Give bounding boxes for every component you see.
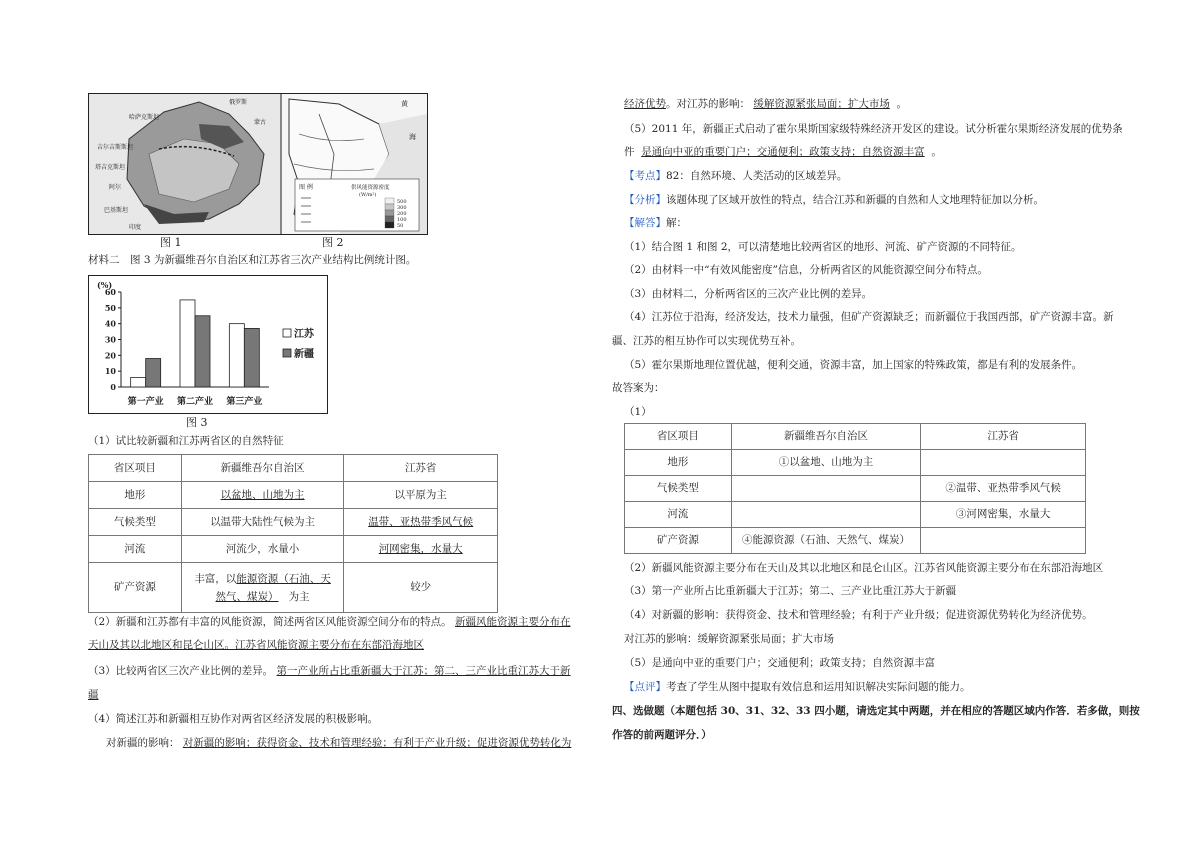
r1-u2: 缓解资源紧张局面；扩大市场 xyxy=(753,98,890,110)
s2-text: （2）由材料一中“有效风能密度”信息，分析两省区的风能资源空间分布特点。 xyxy=(624,264,988,276)
map1-label-india: 印度 xyxy=(129,224,142,231)
map1-label-pakistan: 巴基斯坦 xyxy=(104,207,129,214)
t1-river-label: 河流 xyxy=(89,536,182,563)
chart-ylabel: (%) xyxy=(97,280,113,290)
maps-figure xyxy=(88,93,428,235)
y-tick-label: 30 xyxy=(104,334,116,345)
t2-river-xj xyxy=(731,502,921,528)
t2-river-js: ③河网密集，水量大 xyxy=(921,502,1086,528)
r1-u1: 经济优势 xyxy=(624,98,666,110)
q3-answer-part1: 第一产业所占比重新疆大于江苏；第二、三产业比重江苏大于新 xyxy=(276,665,571,677)
bar-江苏-第一产业 xyxy=(131,378,146,388)
t1-mineral-label: 矿产资源 xyxy=(89,563,182,613)
t1-mineral-js: 较少 xyxy=(344,563,498,613)
t2-terrain-xj: ①以盆地、山地为主 xyxy=(731,450,921,476)
q2-answer-part2: 天山及其以北地区和昆仑山区。江苏省风能资源主要分布在东部沿海地区 xyxy=(88,639,424,651)
t2-header-jiangsu: 江苏省 xyxy=(921,424,1086,450)
bar-江苏-第二产业 xyxy=(180,300,195,387)
a2-text: （2）新疆风能资源主要分布在天山及其以北地区和昆仑山区。江苏省风能资源主要分布在东部沿海地区 xyxy=(624,562,1104,574)
q3-line1 xyxy=(88,664,571,678)
q2-line1 xyxy=(88,615,571,629)
map1-label-mongolia: 蒙古 xyxy=(254,119,267,126)
x-category-label: 第一产业 xyxy=(127,397,164,407)
map-images xyxy=(89,94,427,234)
t1-river-xj: 河流少，水量小 xyxy=(181,536,344,563)
t2-terrain-js xyxy=(921,450,1086,476)
section4-title-b: 作答的前两题评分．） xyxy=(612,729,712,741)
dianping-line xyxy=(624,680,971,694)
map1-label-tajikistan: 塔吉克斯坦 xyxy=(95,164,126,171)
fenxi-line xyxy=(624,193,1044,207)
y-tick-label: 20 xyxy=(104,350,116,361)
q5-answer: 是通向中亚的重要门户；交通便利；政策支持；自然资源丰富 xyxy=(641,146,925,158)
a5-text: （5）是通向中亚的重要门户；交通便利；政策支持；自然资源丰富 xyxy=(624,657,936,669)
t1-climate-xj: 以温带大陆性气候为主 xyxy=(181,509,344,536)
bar-新疆-第一产业 xyxy=(146,359,161,388)
r1-mid: 。对江苏的影响： xyxy=(666,98,750,110)
s4-text-a: （4）江苏位于沿海，经济发达，技术力量强，但矿产资源缺乏；而新疆位于我国西部，矿产资源丰富。新 xyxy=(624,311,1114,323)
q5-prefix: 件 xyxy=(624,146,635,158)
kaodian-tag: 【考点】 xyxy=(624,170,666,182)
fenxi-text: 该题体现了区域开放性的特点，结合江苏和新疆的自然和人文地理特征加以分析。 xyxy=(666,194,1044,206)
y-tick-label: 10 xyxy=(104,366,116,377)
map2-legend-200: 200 xyxy=(397,211,407,217)
map1-label-kyrgyzstan: 吉尔吉斯斯坦 xyxy=(97,144,134,151)
map1-label-russia: 俄罗斯 xyxy=(229,99,248,106)
t2-climate-xj xyxy=(731,476,921,502)
t2-river-label: 河流 xyxy=(625,502,732,528)
map2-legend-unit: (W/m²) xyxy=(359,192,377,198)
material2-text: 材料二 图 3 为新疆维吾尔自治区和江苏省三次产业结构比例统计图。 xyxy=(88,254,417,266)
t1-terrain-js: 以平原为主 xyxy=(344,482,498,509)
a1-label: （1） xyxy=(624,406,652,418)
y-tick-label: 40 xyxy=(104,318,116,329)
t1-terrain-label: 地形 xyxy=(89,482,182,509)
fig1-caption: 图 1 xyxy=(160,236,182,249)
fig2-caption: 图 2 xyxy=(322,236,344,249)
t1-mineral-xj-u2: 然气、煤炭） xyxy=(215,590,279,603)
jieda-tag: 【解答】 xyxy=(624,217,666,229)
bar-江苏-第三产业 xyxy=(229,324,244,387)
q2-answer-part1: 新疆风能资源主要分布在 xyxy=(455,616,571,628)
t2-mineral-label: 矿产资源 xyxy=(625,528,732,554)
dianping-text: 考查了学生从图中提取有效信息和运用知识解决实际问题的能力。 xyxy=(666,681,971,693)
q3-line2 xyxy=(88,688,99,702)
s3-text: （3）由材料二，分析两省区的三次产业比例的差异。 xyxy=(624,288,873,300)
r1-end: 。 xyxy=(896,98,908,110)
y-tick-label: 60 xyxy=(104,287,116,297)
s5-text: （5）霍尔果斯地理位置优越，便利交通，资源丰富，加上国家的特殊政策，都是有利的发展条件。 xyxy=(624,359,1083,371)
a3-text: （3）第一产业所占比重新疆大于江苏；第二、三产业比重江苏大于新疆 xyxy=(624,585,957,597)
map1-label-kazakhstan: 哈萨克斯坦 xyxy=(129,114,160,121)
jieda-line xyxy=(624,216,687,230)
t1-header-jiangsu: 江苏省 xyxy=(344,455,498,482)
y-tick-label: 0 xyxy=(110,382,116,392)
t1-river-js: 河网密集，水量大 xyxy=(378,542,463,555)
legend-swatch-江苏 xyxy=(283,329,291,337)
x-category-label: 第三产业 xyxy=(226,397,263,407)
map2-legend-density: 供风能资源密度 xyxy=(351,185,390,191)
q5-answer-line xyxy=(624,145,942,159)
t1-climate-label: 气候类型 xyxy=(89,509,182,536)
q5-end: 。 xyxy=(931,146,942,158)
s1-text: （1）结合图 1 和图 2，可以清楚地比较两省区的地形、河流、矿产资源的不同特征。 xyxy=(624,241,1022,253)
q1-text: （1）试比较新疆和江苏两省区的自然特征 xyxy=(88,435,284,447)
q4-answer: 对新疆的影响；获得资金、技术和管理经验；有利于产业升级；促进资源优势转化为 xyxy=(182,737,572,749)
t1-mineral-xj-u1: 能源资源（石油、天 xyxy=(236,572,331,585)
a4b-text: 对江苏的影响：缓解资源紧张局面；扩大市场 xyxy=(624,633,834,645)
q4-prefix: 对新疆的影响： xyxy=(106,737,180,749)
answer-table xyxy=(624,423,1086,554)
map2-label-huang: 黄 xyxy=(401,100,408,108)
q4-line xyxy=(106,736,571,750)
kaodian-text: 82：自然环境、人类活动的区域差异。 xyxy=(666,170,848,182)
answer-intro: 故答案为： xyxy=(612,382,665,394)
map2-legend-300: 300 xyxy=(397,205,407,211)
natural-features-table xyxy=(88,454,498,613)
t1-header-item: 省区项目 xyxy=(89,455,182,482)
bar-新疆-第二产业 xyxy=(195,316,210,387)
dianping-tag: 【点评】 xyxy=(624,681,666,693)
map2-legend-500: 500 xyxy=(397,199,407,205)
q2-question: （2）新疆和江苏都有丰富的风能资源，简述两省区风能资源空间分布的特点。 xyxy=(88,616,452,628)
t1-mineral-xj-post: 为主 xyxy=(288,590,310,603)
t1-mineral-xj xyxy=(181,563,344,613)
t1-mineral-xj-pre: 丰富，以 xyxy=(194,572,237,585)
fenxi-tag: 【分析】 xyxy=(624,194,666,206)
q2-line2 xyxy=(88,638,424,652)
map1-label-aer: 阿尔 xyxy=(109,184,122,191)
s4-text-b: 疆、江苏的相互协作可以实现优势互补。 xyxy=(612,335,801,347)
t2-header-item: 省区项目 xyxy=(625,424,732,450)
legend-label-新疆: 新疆 xyxy=(294,349,314,360)
map2-label-hai: 海 xyxy=(409,133,416,141)
t2-header-xinjiang: 新疆维吾尔自治区 xyxy=(731,424,921,450)
t1-header-xinjiang: 新疆维吾尔自治区 xyxy=(181,455,344,482)
map2-legend-title: 图 例 xyxy=(299,184,313,191)
t2-climate-js: ②温带、亚热带季风气候 xyxy=(921,476,1086,502)
t1-terrain-xj: 以盆地、山地为主 xyxy=(220,488,305,501)
t2-mineral-xj: ④能源资源（石油、天然气、煤炭） xyxy=(731,528,921,554)
t1-climate-js: 温带、亚热带季风气候 xyxy=(368,515,474,528)
q5-text: （5）2011 年，新疆正式启动了霍尔果斯国家级特殊经济开发区的建设。试分析霍尔果斯经济发展的优势条 xyxy=(624,123,1123,135)
map2-legend-100: 100 xyxy=(397,217,407,223)
industry-chart xyxy=(88,275,328,414)
chart-svg xyxy=(89,276,327,413)
jieda-text: 解： xyxy=(666,217,687,229)
q4-text: （4）简述江苏和新疆相互协作对两省区经济发展的积极影响。 xyxy=(88,713,379,725)
r1-line xyxy=(624,97,907,111)
t2-mineral-js xyxy=(921,528,1086,554)
map2-legend-50: 50 xyxy=(397,223,404,229)
fig3-caption: 图 3 xyxy=(186,416,208,429)
bar-新疆-第三产业 xyxy=(244,328,259,387)
q3-question: （3）比较两省区三次产业比例的差异。 xyxy=(88,665,274,677)
legend-label-江苏: 江苏 xyxy=(294,329,314,340)
section4-title-a: 四、选做题（本题包括 30、31、32、33 四小题，请选定其中两题，并在相应的答题区域内作答．若多做，则按 xyxy=(612,705,1140,717)
y-tick-label: 50 xyxy=(104,302,116,313)
a4-text: （4）对新疆的影响：获得资金、技术和管理经验；有利于产业升级；促进资源优势转化为经济优势。 xyxy=(624,609,1093,621)
x-category-label: 第二产业 xyxy=(176,397,214,407)
q3-answer-part2: 疆 xyxy=(88,689,99,701)
kaodian-line xyxy=(624,169,847,183)
t2-climate-label: 气候类型 xyxy=(625,476,732,502)
legend-swatch-新疆 xyxy=(283,349,291,357)
t2-terrain-label: 地形 xyxy=(625,450,732,476)
